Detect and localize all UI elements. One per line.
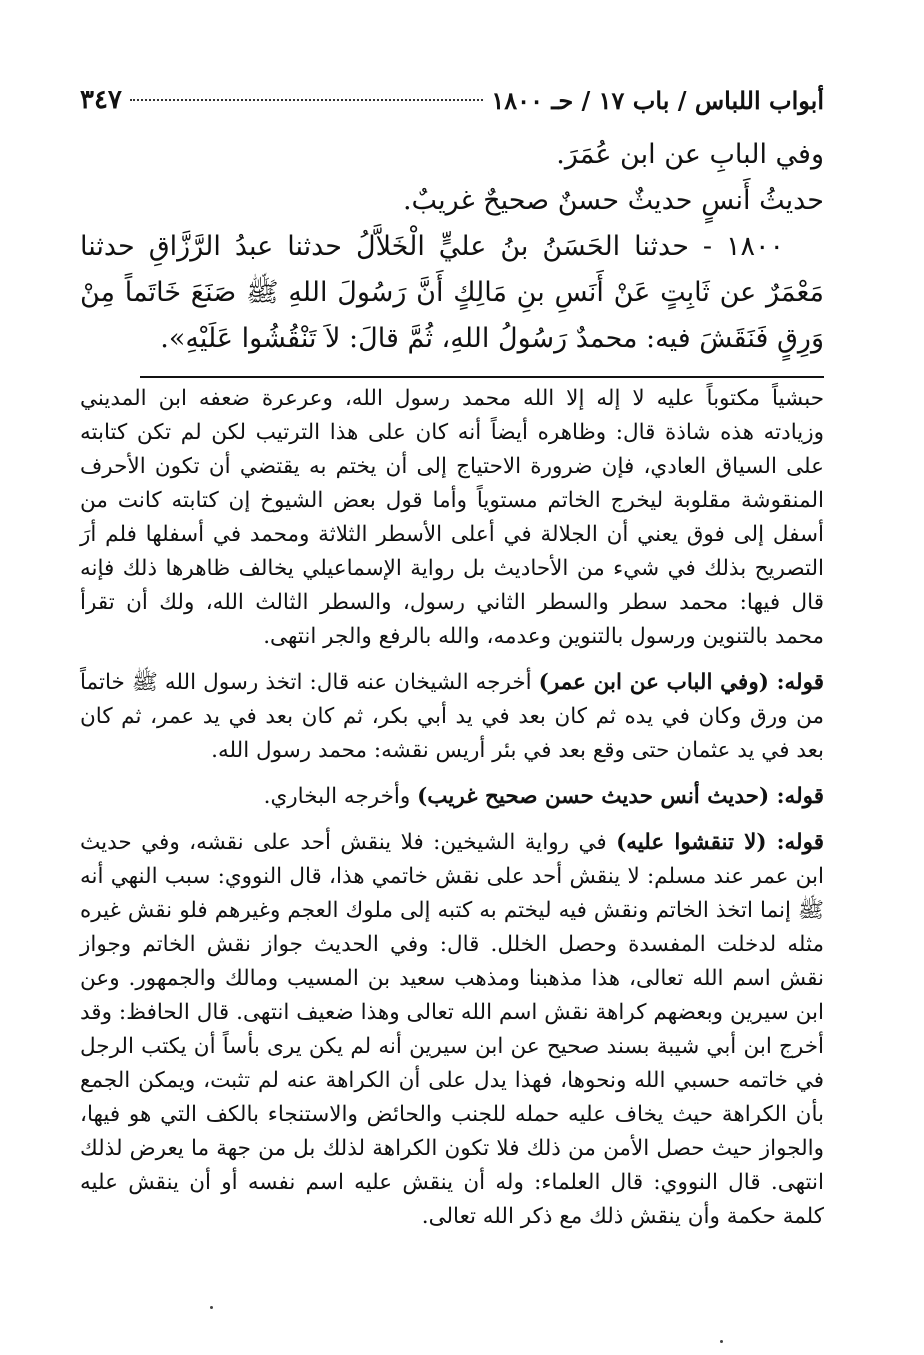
page-header	[80, 82, 824, 118]
commentary	[80, 382, 824, 1234]
footnote-separator	[140, 376, 824, 378]
commentary-note-2	[80, 780, 824, 814]
note-3-text: في رواية الشيخين: فلا ينقش أحد على نقشه، وفي حديث ابن عمر عند مسلم: لا ينقش أحد على نقش خاتمي هذا، قال النووي: سبب النهي أنه ﷺ إنما اتخذ الخاتم ونقش فيه ليختم به كتبه إلى ملوك العجم وغيرهم فلو نقش غيره مثله لدخلت المفسدة وحصل الخلل. قال: وفي الحديث جواز نقش الخاتم وجواز نقش اسم الله تعالى، هذا مذهبنا ومذهب سعيد بن المسيب ومالك والجمهور. وعن ابن سيرين وبعضهم كراهة نقش اسم الله تعالى وهذا ضعيف انتهى. قال الحافظ: وقد أخرج ابن أبي شيبة بسند صحيح عن ابن سيرين أنه لم يكن يرى بأساً أن يكتب الرجل في خاتمه حسبي الله ونحوها، فهذا يدل على أن الكراهة عنه لم تثبت، ويمكن الجمع بأن الكراهة حيث يخاف عليه حمله للجنب والحائض والاستنجاء بالكف التي هو فيها، والجواز حيث حصل الأمن من ذلك فلا تكون الكراهة لذلك بل من جهة ما يعرض لذلك انتهى. قال النووي: قال العلماء: وله أن ينقش عليه اسم نفسه أو أن ينقش عليه كلمة حكمة وأن ينقش ذلك مع ذكر الله تعالى.	[80, 830, 824, 1229]
page-number: ٣٤٧	[80, 85, 122, 115]
hadith-1800: ١٨٠٠ - حدثنا الحَسَنُ بنُ عليٍّ الْخَلاَّلُ حدثنا عبدُ الرَّزَّاقِ حدثنا مَعْمَرٌ عن ثَابِتٍ عَنْ أَنَسِ بنِ مَالِكٍ أَنَّ رَسُولَ اللهِ ﷺ صَنَعَ خَاتَماً مِنْ وَرِقٍ فَنَقَشَ فيه: محمدٌ رَسُولُ اللهِ، ثُمَّ قالَ: لاَ تَنْقُشُوا عَلَيْهِ».	[80, 231, 824, 354]
dotted-leader	[130, 99, 483, 101]
note-3-label: قوله: (لا تنقشوا عليه)	[616, 830, 824, 855]
note-2-label: قوله: (حديث أنس حديث حسن صحيح غريب)	[417, 784, 824, 809]
note-2-text: وأخرجه البخاري.	[263, 784, 418, 809]
commentary-note-3	[80, 826, 824, 1234]
main-text	[80, 132, 824, 362]
main-line-grading: حديثُ أَنسٍ حديثٌ حسنٌ صحيحٌ غريبٌ.	[402, 185, 824, 216]
scan-speck	[720, 1340, 723, 1343]
note-1-label: قوله: (وفي الباب عن ابن عمر)	[538, 670, 824, 695]
main-line-bab: وفي البابِ عن ابن عُمَرَ.	[556, 139, 824, 170]
running-title: أبواب اللباس / باب ١٧ / حـ ١٨٠٠	[491, 85, 824, 115]
commentary-continuation: حبشياً مكتوباً عليه لا إله إلا الله محمد رسول الله، وعرعرة ضعفه ابن المديني وزيادته هذه شاذة قال: وظاهره أيضاً أنه كان على هذا الترتيب لكن لم تكن كتابته على السياق العادي، فإن ضرورة الاحتياج إلى أن يختم به يقتضي أن تكون الأحرف المنقوشة مقلوبة ليخرج الخاتم مستوياً وأما قول بعض الشيوخ إن كتابته كانت من أسفل إلى فوق يعني أن الجلالة في أعلى الأسطر الثلاثة ومحمد في أسفلها فلم أرَ التصريح بذلك في شيء من الأحاديث بل رواية الإسماعيلي يخالف ظاهرها ذلك فإنه قال فيها: محمد سطر والسطر الثاني رسول، والسطر الثالث الله، ولك أن تقرأ محمد بالتنوين ورسول بالتنوين وعدمه، والله بالرفع والجر انتهى.	[80, 386, 824, 649]
commentary-note-1	[80, 666, 824, 768]
note-1-text: أخرجه الشيخان عنه قال: اتخذ رسول الله ﷺ خاتماً من ورق وكان في يده ثم كان بعد في يد أبي بكر، ثم كان بعد في يد عمر، ثم كان بعد في يد عثمان حتى وقع بعد في بئر أريس نقشه: محمد رسول الله.	[80, 670, 824, 763]
scan-speck	[210, 1306, 213, 1309]
